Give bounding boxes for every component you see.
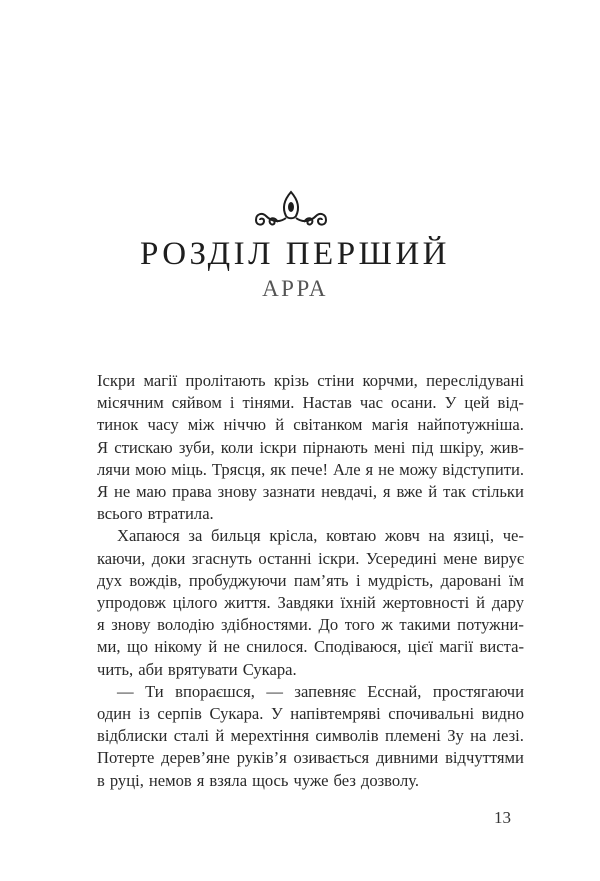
text-line: — Ти впораєшся, — запевняє Есснай, простягаючи <box>117 681 524 701</box>
text-line: Іскри магії пролітають крізь стіни корчми, переслідувані <box>97 371 524 390</box>
text-line: в руці, немов я взяла щось чуже без дозволу. <box>97 770 420 790</box>
paragraph <box>97 681 524 792</box>
paragraph <box>97 370 524 525</box>
text-line: відблиски сталі й мерехтіння символів племені Зу на лезі. <box>97 726 524 746</box>
text-line: один із серпів Сукара. У напівтемряві спочивальні видно <box>97 704 524 724</box>
chapter-subtitle: АРРА <box>262 276 328 301</box>
chapter-title: РОЗДІЛ ПЕРШИЙ <box>139 236 451 272</box>
text-line: Я стискаю зуби, коли іскри пірнають мені під шкіру, жив- <box>97 437 524 457</box>
paragraph <box>97 525 524 680</box>
text-line: упродовж цілого життя. Завдяки їхній жертовності й дару <box>97 593 524 613</box>
page-number: 13 <box>494 808 511 827</box>
text-line: Хапаюся за бильця крісла, ковтаю жовч на язиці, че- <box>117 526 524 546</box>
text-line: я знову володію здібностями. До того ж такими потужни- <box>97 615 524 635</box>
text-line: лячи мою міць. Трясця, як пече! Але я не можу відступити. <box>97 459 524 479</box>
text-line: чить, аби врятувати Сукара. <box>97 659 297 679</box>
chapter-ornament-icon <box>248 190 334 232</box>
text-line: всього втратила. <box>97 504 214 524</box>
text-line: Потерте дерев’яне руків’я озивається дивними відчуттями <box>97 748 524 768</box>
text-line: ми, що нікому й не снилося. Сподіваюся, цієї магії виста- <box>97 637 524 657</box>
body-text <box>97 370 524 792</box>
text-line: каючи, доки згаснуть останні іскри. Усередині мене вирує <box>97 548 524 568</box>
text-line: місячним сяйвом і тінями. Настав час осани. У цей від- <box>97 393 524 413</box>
text-line: дух вождів, пробуджуючи пам’ять і мудрість, даровані їм <box>97 570 524 590</box>
text-line: Я не маю права знову зазнати невдачі, я вже й так стільки <box>97 482 524 502</box>
text-line: тинок часу між ніччю й світанком магія найпотужніша. <box>97 415 524 435</box>
